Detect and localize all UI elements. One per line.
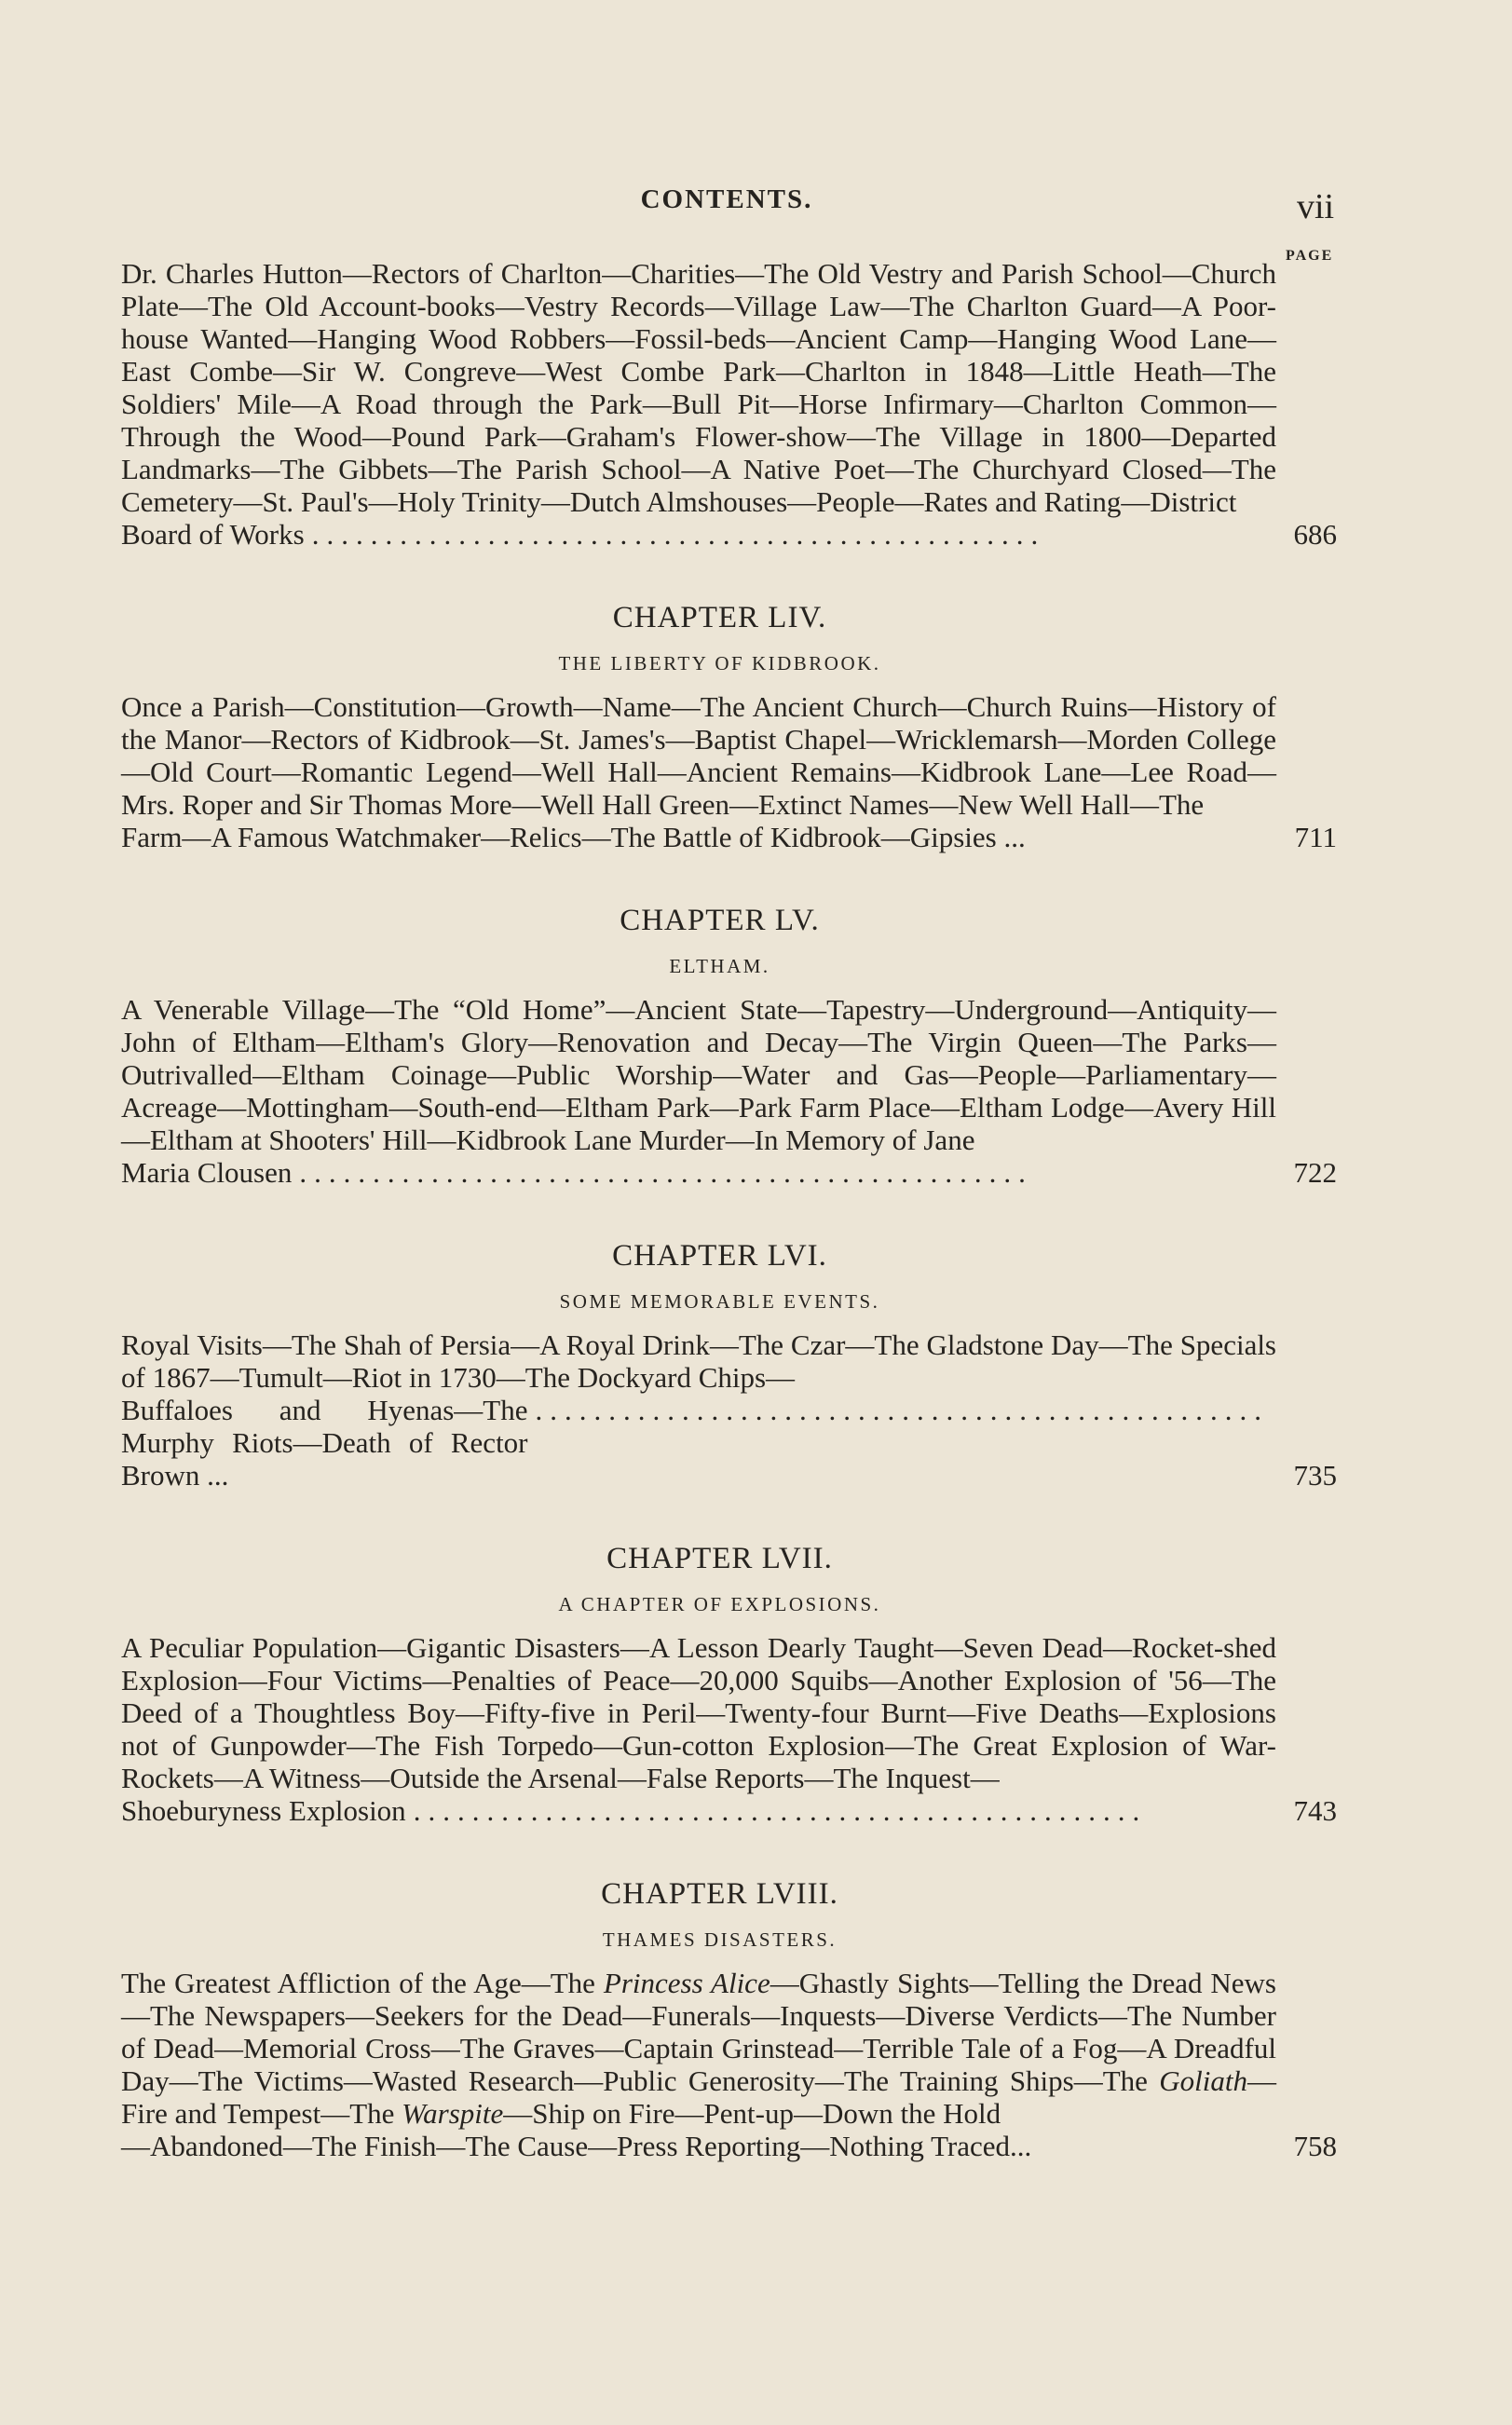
- chapter-heading: CHAPTER LVII.: [606, 1542, 833, 1575]
- entry-last-line: [121, 821, 1276, 853]
- entry-page-number: 686: [1293, 518, 1337, 551]
- ship-name-warspite: Warspite: [402, 2097, 504, 2130]
- contents-entry-eltham: [102, 993, 1337, 1189]
- contents-entry-explosions: [102, 1631, 1337, 1827]
- chapter-subtitle: THE LIBERTY OF KIDBROOK.: [558, 652, 881, 674]
- chapter-heading: CHAPTER LIV.: [612, 601, 827, 634]
- page-folio: vii: [1297, 187, 1335, 226]
- chapter-subtitle: A CHAPTER OF EXPLOSIONS.: [558, 1593, 881, 1615]
- entry-summary: A Peculiar Population—Gigantic Disasters—A Lesson Dearly Taught—Seven Dead—Rocket-shed Explosion—Four Victims—Penalties of Peace—20,000 Squibs—Another Explosion of '56—The Deed of a Thoughtless Boy—Fifty-five in Peril—Twenty-four Burnt—Five Deaths—Explosions not of Gunpowder—The Fish Torpedo—Gun-cotton Explosion—The Great Explosion of War-Rockets—A Witness—Outside the Arsenal—False Reports—The Inquest—: [121, 1631, 1276, 1794]
- entry-summary: Once a Parish—Constitution—Growth—Name—The Ancient Church—Church Ruins—History of the Manor—Rectors of Kidbrook—St. James's—Baptist Chapel—Wricklemarsh—Morden College—Old Court—Romantic Legend—Well Hall—Ancient Remains—Kidbrook Lane—Lee Road—Mrs. Roper and Sir Thomas More—Well Hall Green—Extinct Names—New Well Hall—The: [121, 690, 1276, 821]
- dot-leader: ..................................................: [413, 1794, 1148, 1827]
- entry-last-text: Board of Works: [121, 518, 305, 551]
- entry-last-line: [121, 1156, 1276, 1189]
- dot-leader: ..................................................: [535, 1394, 1269, 1426]
- entry-last-text: Farm—A Famous Watchmaker—Relics—The Battle of Kidbrook—Gipsies ...: [121, 821, 1026, 853]
- entry-summary-part: —Ghastly Sights—Telling the Dread News—The Newspapers—Seekers for the Dead—Funerals—Inquests—Diverse Verdicts—The Number of Dead—Memorial Cross—The Graves—Captain Grinstead—Terrible Tale of a Fog—A Dreadful Day—The Victims—Wasted Research—Public Generosity—The Training Ships—The: [121, 1967, 1276, 2097]
- entry-last-text: Maria Clousen: [121, 1156, 293, 1189]
- contents-entry-memorable-events: [102, 1328, 1337, 1492]
- entry-page-number: 758: [1293, 2130, 1337, 2162]
- entry-page-number: 722: [1293, 1156, 1337, 1189]
- page-column-label: PAGE: [1286, 248, 1334, 264]
- entry-page-number: 743: [1293, 1794, 1337, 1827]
- ship-name-princess-alice: Princess Alice: [603, 1967, 770, 1999]
- entry-summary: Royal Visits—The Shah of Persia—A Royal Drink—The Czar—The Gladstone Day—The Specials of 1867—Tumult—Riot in 1730—The Dockyard Chips—: [121, 1328, 1276, 1394]
- entry-summary: Dr. Charles Hutton—Rectors of Charlton—Charities—The Old Vestry and Parish School—Church Plate—The Old Account-books—Vestry Records—Village Law—The Charlton Guard—A Poor-house Wanted—Hanging Wood Robbers—Fossil-beds—Ancient Camp—Hanging Wood Lane—East Combe—Sir W. Congreve—West Combe Park—Charlton in 1848—Little Heath—The Soldiers' Mile—A Road through the Park—Bull Pit—Horse Infirmary—Charlton Common—Through the Wood—Pound Park—Graham's Flower-show—The Village in 1800—Departed Landmarks—The Gibbets—The Parish School—A Native Poet—The Churchyard Closed—The Cemetery—St. Paul's—Holy Trinity—Dutch Almshouses—People—Rates and Rating—District: [121, 257, 1276, 518]
- chapter-subtitle: THAMES DISASTERS.: [602, 1928, 838, 1951]
- ship-name-goliath: Goliath: [1159, 2064, 1247, 2097]
- entry-last-text: Shoeburyness Explosion: [121, 1794, 406, 1827]
- contents-entry-charlton: [102, 257, 1337, 551]
- running-title: CONTENTS.: [640, 184, 813, 214]
- entry-page-number: 711: [1294, 821, 1337, 853]
- chapter-subtitle: SOME MEMORABLE EVENTS.: [559, 1290, 880, 1313]
- chapter-heading: CHAPTER LVIII.: [601, 1877, 838, 1911]
- chapter-heading: CHAPTER LV.: [620, 904, 820, 937]
- contents-list: [102, 244, 1337, 2162]
- entry-summary-part: —Fire and Tempest—The: [121, 2064, 1276, 2130]
- chapter-heading: CHAPTER LVI.: [612, 1239, 827, 1273]
- contents-entry-kidbrook: [102, 690, 1337, 853]
- entry-page-number: 735: [1293, 1459, 1337, 1492]
- entry-summary: A Venerable Village—The “Old Home”—Ancient State—Tapestry—Underground—Antiquity—John of Eltham—Eltham's Glory—Renovation and Decay—The Virgin Queen—The Parks—Outrivalled—Eltham Coinage—Public Worship—Water and Gas—People—Parliamentary—Acreage—Mottingham—South-end—Eltham Park—Park Farm Place—Eltham Lodge—Avery Hill—Eltham at Shooters' Hill—Kidbrook Lane Murder—In Memory of Jane: [121, 993, 1276, 1156]
- entry-last-text: Buffaloes and Hyenas—The Murphy Riots—Death of Rector Brown ...: [121, 1394, 528, 1492]
- chapter-subtitle: ELTHAM.: [669, 955, 770, 977]
- entry-summary-part: —Ship on Fire—Pent-up—Down the Hold: [503, 2097, 1001, 2130]
- dot-leader: ..................................................: [311, 518, 1046, 551]
- contents-entry-thames-disasters: [102, 1967, 1337, 2162]
- entry-summary-part: The Greatest Affliction of the Age—The: [121, 1967, 604, 1999]
- entry-last-line: [121, 2130, 1276, 2162]
- entry-last-line: [121, 1394, 1276, 1492]
- entry-last-line: [121, 518, 1276, 551]
- entry-last-line: [121, 1794, 1276, 1827]
- entry-last-text: —Abandoned—The Finish—The Cause—Press Reporting—Nothing Traced...: [121, 2130, 1032, 2162]
- dot-leader: ..................................................: [299, 1156, 1033, 1189]
